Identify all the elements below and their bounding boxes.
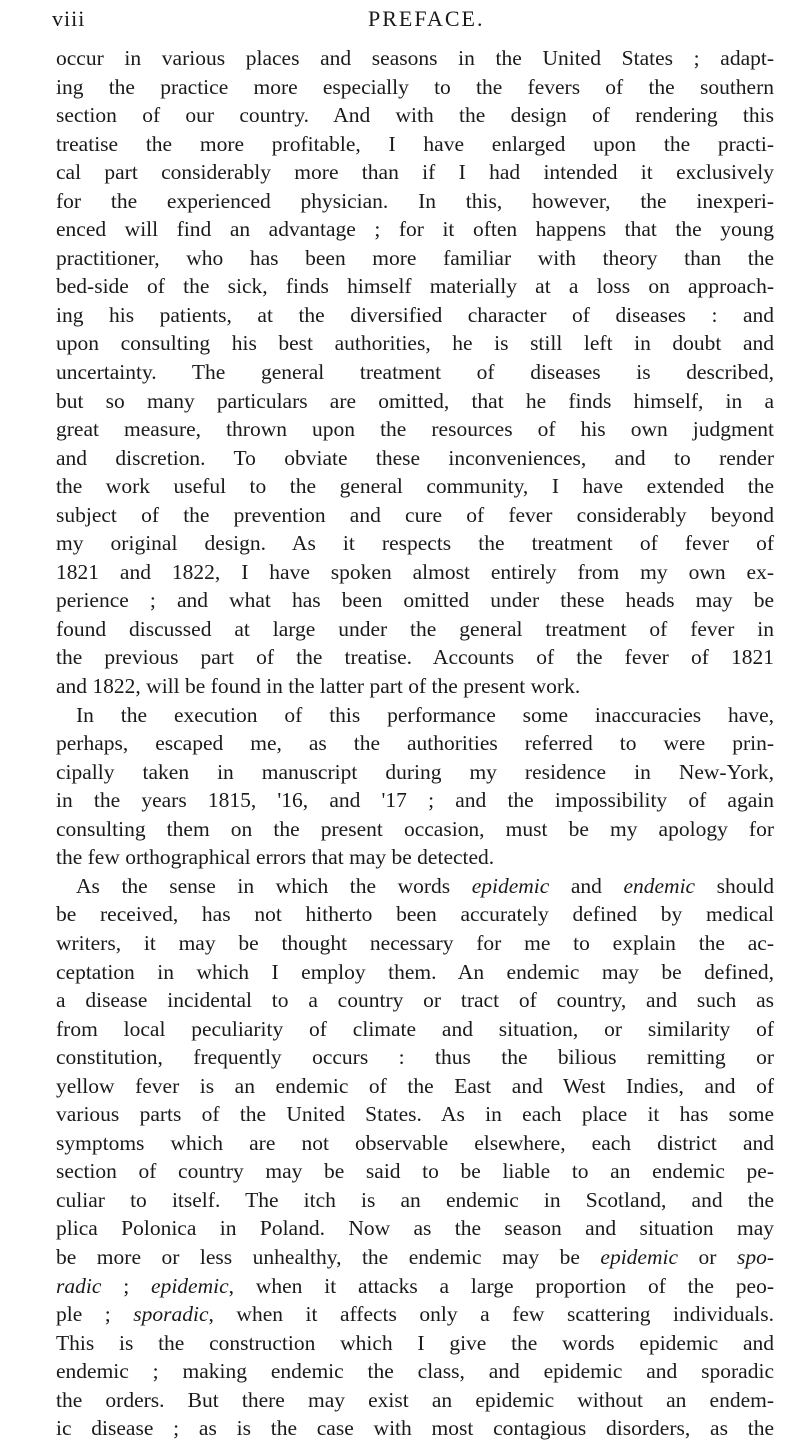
- text-line: and discretion. To obviate these inconveniences, and to render: [56, 445, 774, 470]
- text-line: be received, has not hitherto been accurately defined by medical: [56, 902, 774, 927]
- text-line: from local peculiarity of climate and situation, or similarity of: [56, 1016, 774, 1041]
- text-line: consulting them on the present occasion, must be my apology for: [56, 816, 774, 841]
- text-line: found discussed at large under the general treatment of fever in: [56, 616, 774, 641]
- text-line: treatise the more profitable, I have enlarged upon the practi-: [56, 131, 774, 156]
- text-line: be more or less unhealthy, the endemic may be epidemic or spo-: [56, 1244, 774, 1269]
- text-line: cal part considerably more than if I had intended it exclusively: [56, 160, 774, 185]
- text-line: plica Polonica in Poland. Now as the season and situation may: [56, 1216, 774, 1241]
- text-line: section of our country. And with the design of rendering this: [56, 103, 774, 128]
- italic-term: endemic: [623, 873, 696, 898]
- body-text: [56, 44, 774, 1443]
- text-line: As the sense in which the words epidemic and endemic should: [76, 873, 774, 898]
- text-line: practitioner, who has been more familiar with theory than the: [56, 245, 774, 270]
- text-line: 1821 and 1822, I have spoken almost entirely from my own ex-: [56, 559, 774, 584]
- italic-term: epidemic: [600, 1244, 679, 1269]
- text-line: in the years 1815, '16, and '17 ; and the impossibility of again: [56, 788, 774, 813]
- text-line: ing the practice more especially to the fevers of the southern: [56, 74, 774, 99]
- text-line: yellow fever is an endemic of the East and West Indies, and of: [56, 1073, 774, 1098]
- text-line: writers, it may be thought necessary for me to explain the ac-: [56, 930, 774, 955]
- text-line: the previous part of the treatise. Accounts of the fever of 1821: [56, 645, 774, 670]
- text-line: the work useful to the general community, I have extended the: [56, 474, 774, 499]
- text-line: section of country may be said to be liable to an endemic pe-: [56, 1159, 774, 1184]
- text-line: This is the construction which I give the words epidemic and: [56, 1330, 774, 1355]
- text-line: ceptation in which I employ them. An endemic may be defined,: [56, 959, 774, 984]
- italic-term: epidemic: [471, 873, 550, 898]
- text-line: cipally taken in manuscript during my residence in New-York,: [56, 759, 774, 784]
- text-line: for the experienced physician. In this, however, the inexperi-: [56, 188, 774, 213]
- italic-term: radic: [56, 1273, 102, 1298]
- text-line: a disease incidental to a country or tract of country, and such as: [56, 988, 774, 1013]
- text-line: enced will find an advantage ; for it often happens that the young: [56, 217, 774, 242]
- page-header-title: PREFACE.: [368, 6, 485, 31]
- text-line: great measure, thrown upon the resources of his own judgment: [56, 417, 774, 442]
- text-line: the few orthographical errors that may be detected.: [56, 845, 495, 870]
- page-number: viii: [52, 6, 86, 31]
- text-line: occur in various places and seasons in the United States ; adapt-: [56, 46, 774, 70]
- text-line: endemic ; making endemic the class, and epidemic and sporadic: [56, 1359, 774, 1384]
- text-line: radic ; epidemic, when it attacks a large proportion of the peo-: [56, 1273, 774, 1298]
- text-line: ing his patients, at the diversified character of diseases : and: [56, 302, 774, 327]
- text-line: upon consulting his best authorities, he is still left in doubt and: [56, 331, 774, 356]
- text-line: but so many particulars are omitted, that he finds himself, in a: [56, 388, 774, 413]
- text-line: my original design. As it respects the treatment of fever of: [56, 531, 774, 556]
- text-line: perhaps, escaped me, as the authorities referred to were prin-: [56, 731, 774, 756]
- text-line: ple ; sporadic, when it affects only a few scattering individuals.: [56, 1302, 774, 1327]
- text-line: uncertainty. The general treatment of diseases is described,: [56, 360, 774, 385]
- text-line: various parts of the United States. As in each place it has some: [56, 1102, 774, 1127]
- italic-term: epidemic: [151, 1273, 229, 1298]
- italic-term: spo-: [736, 1244, 774, 1269]
- text-line: culiar to itself. The itch is an endemic in Scotland, and the: [56, 1187, 774, 1212]
- text-line: and 1822, will be found in the latter part of the present work.: [56, 674, 581, 699]
- italic-term: sporadic: [133, 1302, 209, 1327]
- text-line: ic disease ; as is the case with most contagious disorders, as the: [56, 1416, 774, 1441]
- running-head: [52, 6, 772, 36]
- text-line: In the execution of this performance some inaccuracies have,: [76, 702, 774, 727]
- text-line: the orders. But there may exist an epidemic without an endem-: [56, 1387, 774, 1412]
- text-line: subject of the prevention and cure of fever considerably beyond: [56, 502, 774, 527]
- text-line: constitution, frequently occurs : thus the bilious remitting or: [56, 1045, 774, 1070]
- text-line: bed-side of the sick, finds himself materially at a loss on approach-: [56, 274, 774, 299]
- text-line: perience ; and what has been omitted under these heads may be: [56, 588, 774, 613]
- text-line: symptoms which are not observable elsewhere, each district and: [56, 1130, 774, 1155]
